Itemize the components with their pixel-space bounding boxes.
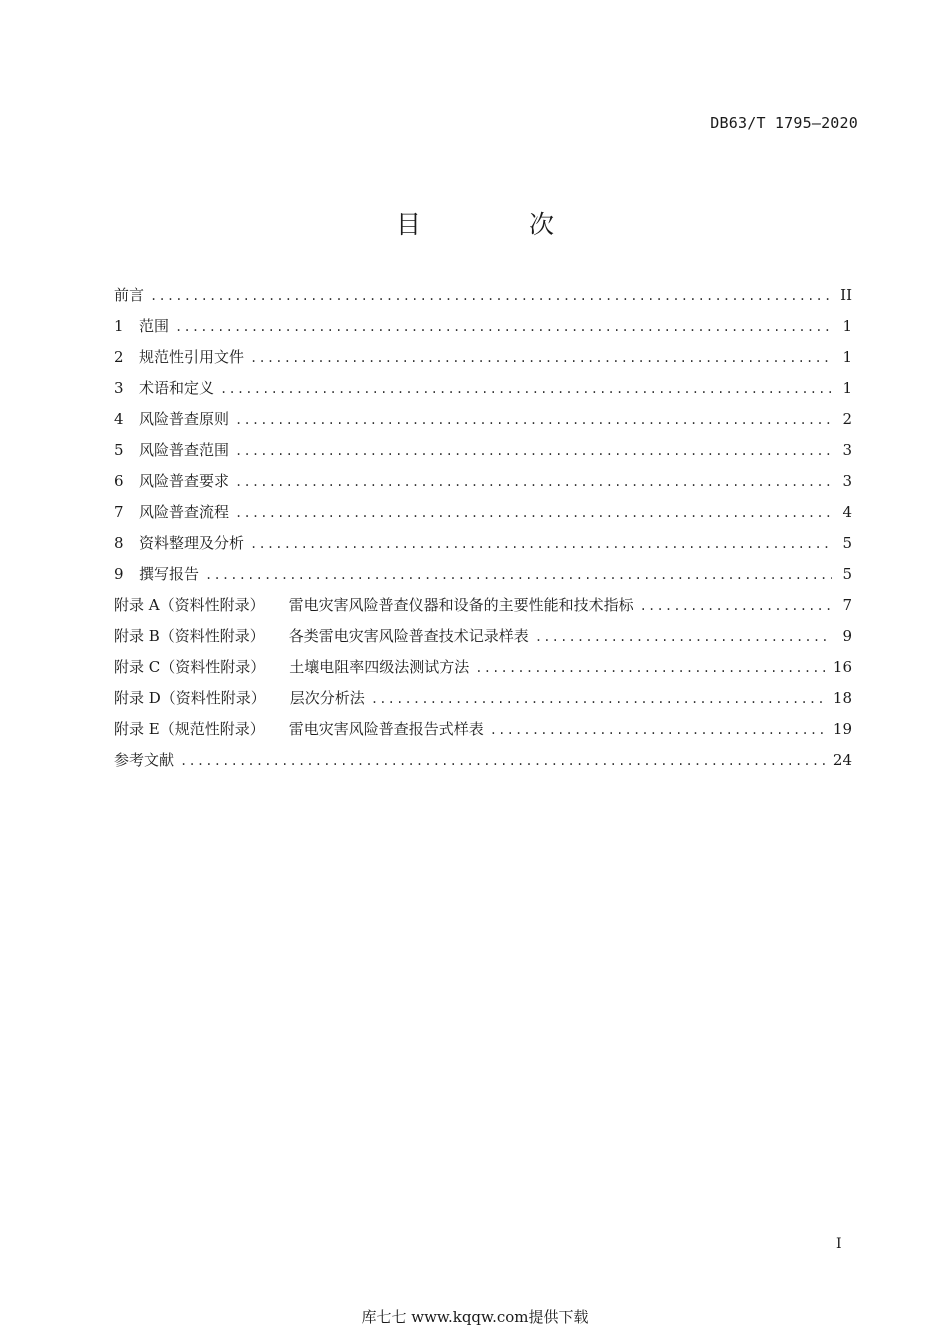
toc-entry[interactable]	[114, 377, 852, 408]
toc-entry-number: 2	[114, 348, 124, 366]
toc-entry-number: 9	[114, 565, 124, 583]
toc-dot-leader	[180, 754, 827, 768]
toc-entry-label: 撰写报告	[139, 565, 200, 583]
toc-page-number: 1	[842, 379, 852, 397]
toc-page-number: 24	[832, 751, 852, 769]
toc-entry-label: 风险普查原则	[139, 410, 230, 428]
toc-appendix-prefix: 附录 A（资料性附录）	[114, 596, 265, 614]
toc-entry[interactable]	[114, 718, 852, 749]
toc-appendix-prefix: 附录 C（资料性附录）	[114, 658, 266, 676]
toc-entry[interactable]	[114, 346, 852, 377]
toc-dot-leader	[535, 630, 832, 644]
toc-entry[interactable]	[114, 501, 852, 532]
toc-entry[interactable]	[114, 284, 852, 315]
toc-entry[interactable]	[114, 408, 852, 439]
toc-page-number: 3	[842, 472, 852, 490]
toc-page-number: 1	[842, 317, 852, 335]
toc-entry-label: 土壤电阻率四级法测试方法	[289, 658, 470, 676]
page-title: 目 次	[396, 210, 604, 239]
toc-entry-label: 各类雷电灾害风险普查技术记录样表	[288, 627, 529, 645]
toc-entry-label: 风险普查流程	[139, 503, 230, 521]
toc-appendix-prefix: 附录 E（规范性附录）	[114, 720, 265, 738]
toc-entry-number: 3	[114, 379, 124, 397]
toc-entry-label: 术语和定义	[139, 379, 215, 397]
toc-page-number: 5	[842, 534, 852, 552]
toc-dot-leader	[175, 320, 832, 334]
table-of-contents	[114, 284, 852, 780]
toc-dot-leader	[640, 599, 832, 613]
toc-appendix-prefix: 附录 B（资料性附录）	[114, 627, 265, 645]
toc-entry-label: 雷电灾害风险普查报告式样表	[288, 720, 484, 738]
toc-entry[interactable]	[114, 749, 852, 780]
toc-dot-leader	[220, 382, 832, 396]
document-code: DB63/T 1795—2020	[710, 114, 858, 132]
toc-page-number: 18	[832, 689, 852, 707]
toc-dot-leader	[235, 475, 832, 489]
toc-entry[interactable]	[114, 594, 852, 625]
toc-entry-number: 8	[114, 534, 124, 552]
toc-dot-leader	[371, 692, 827, 706]
toc-page-number: 3	[842, 441, 852, 459]
toc-entry-label: 参考文献	[114, 751, 175, 769]
toc-page-number: II	[840, 286, 852, 304]
toc-dot-leader	[250, 351, 832, 365]
toc-page-number: 19	[832, 720, 852, 738]
toc-dot-leader	[250, 537, 832, 551]
toc-dot-leader	[235, 506, 832, 520]
toc-page-number: 9	[842, 627, 852, 645]
toc-entry[interactable]	[114, 532, 852, 563]
toc-dot-leader	[150, 289, 832, 303]
toc-entry-number: 4	[114, 410, 124, 428]
toc-appendix-prefix: 附录 D（资料性附录）	[114, 689, 266, 707]
toc-entry[interactable]	[114, 625, 852, 656]
toc-entry[interactable]	[114, 439, 852, 470]
toc-page-number: 16	[832, 658, 852, 676]
toc-dot-leader	[475, 661, 827, 675]
toc-page-number: 4	[842, 503, 852, 521]
toc-page-number: 1	[842, 348, 852, 366]
toc-entry-label: 层次分析法	[289, 689, 365, 707]
toc-entry-label: 范围	[139, 317, 170, 335]
toc-entry[interactable]	[114, 687, 852, 718]
toc-page-number: 5	[842, 565, 852, 583]
toc-dot-leader	[235, 444, 832, 458]
toc-page-number: 7	[842, 596, 852, 614]
toc-page-number: 2	[842, 410, 852, 428]
toc-entry-label: 前言	[114, 286, 145, 304]
toc-dot-leader	[235, 413, 832, 427]
toc-entry-number: 5	[114, 441, 124, 459]
toc-entry[interactable]	[114, 470, 852, 501]
toc-entry[interactable]	[114, 563, 852, 594]
toc-entry-number: 7	[114, 503, 124, 521]
toc-entry[interactable]	[114, 656, 852, 687]
toc-entry-label: 风险普查范围	[139, 441, 230, 459]
toc-entry[interactable]	[114, 315, 852, 346]
toc-entry-number: 6	[114, 472, 124, 490]
toc-entry-label: 雷电灾害风险普查仪器和设备的主要性能和技术指标	[288, 596, 634, 614]
toc-entry-label: 风险普查要求	[139, 472, 230, 490]
toc-entry-label: 资料整理及分析	[139, 534, 245, 552]
toc-dot-leader	[490, 723, 827, 737]
page-number: I	[836, 1236, 842, 1252]
download-source-note: 库七七 www.kqqw.com提供下载	[361, 1308, 589, 1326]
toc-entry-number: 1	[114, 317, 124, 335]
toc-dot-leader	[205, 568, 832, 582]
toc-entry-label: 规范性引用文件	[139, 348, 245, 366]
